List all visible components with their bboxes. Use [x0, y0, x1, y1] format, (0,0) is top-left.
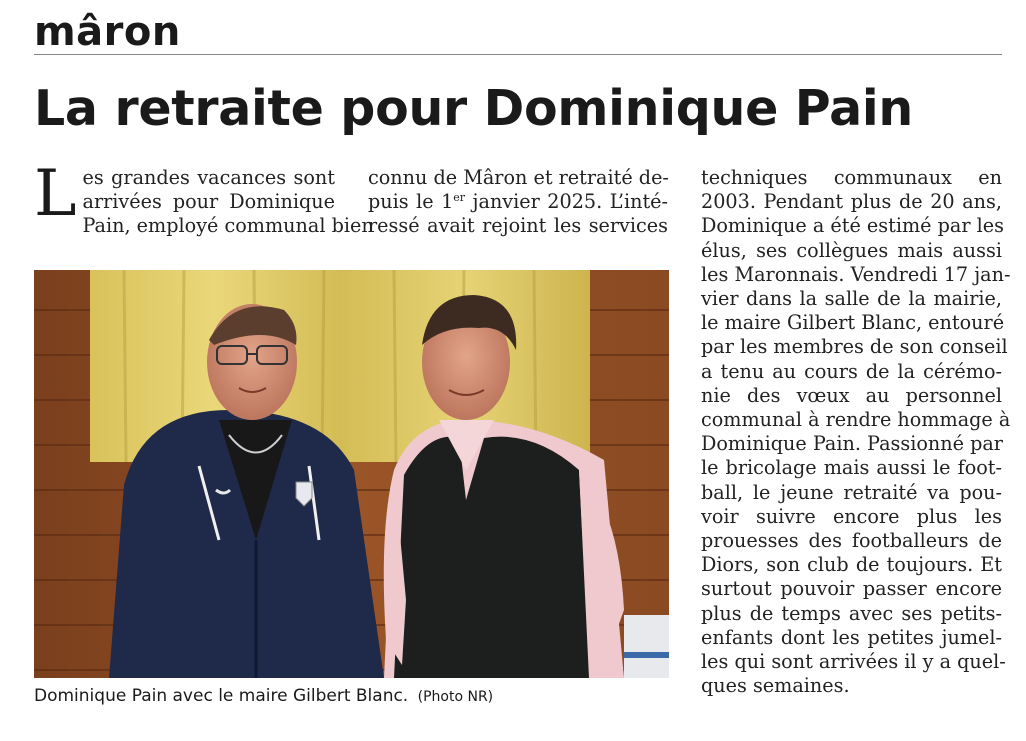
article-line: ball, le jeune retraité va pou-	[701, 480, 1002, 504]
article-line: es grandes vacances sont	[82, 166, 335, 189]
article-photo	[34, 270, 669, 678]
article-line: les Maronnais. Vendredi 17 jan-	[701, 262, 1011, 286]
article-line: voir suivre encore plus les	[701, 504, 1002, 528]
article-line: les qui sont arrivées il y a quel-	[701, 650, 1006, 674]
article-line: a tenu au cours de la cérémo-	[701, 359, 1002, 383]
article-line: le maire Gilbert Blanc, entouré	[701, 311, 1005, 335]
article-line: surtout pouvoir passer encore	[701, 577, 1002, 601]
article-line: le bricolage mais aussi le foot-	[701, 456, 1002, 480]
article-column-1	[34, 157, 374, 239]
article-line: techniques communaux en	[701, 166, 1002, 189]
article-line: par les membres de son conseil	[701, 335, 1008, 359]
article-line: communal à rendre hommage à	[701, 408, 1011, 432]
article-column-2	[368, 166, 668, 239]
article-line: ques semaines.	[701, 674, 850, 698]
article-line: Dominique Pain. Passionné par	[701, 432, 1003, 456]
article-line: élus, ses collègues mais aussi	[701, 238, 1002, 262]
photo-illustration	[34, 270, 669, 678]
article-line: prouesses des footballeurs de	[701, 529, 1002, 553]
article-line: arrivées pour Dominique	[82, 190, 335, 214]
article-text: janvier 2025. L’inté-	[465, 190, 668, 214]
section-title: mâron	[34, 9, 181, 55]
headline: La retraite pour Dominique Pain	[34, 80, 913, 137]
article-column-3	[701, 166, 1011, 698]
article-line	[368, 190, 668, 214]
article-line: Dominique a été estimé par les	[701, 214, 1004, 238]
caption-text: Dominique Pain avec le maire Gilbert Blanc.	[34, 686, 409, 706]
article-line: connu de Mâron et retraité de-	[368, 166, 669, 189]
article-text: puis le 1	[368, 190, 454, 214]
article-line: nie des vœux au personnel	[701, 383, 1002, 407]
article-line: ressé avait rejoint les services	[368, 214, 668, 238]
article-line: Pain, employé communal bien	[82, 214, 374, 238]
photo-caption	[34, 683, 493, 710]
article-line: Diors, son club de toujours. Et	[701, 553, 1002, 577]
article-line: 2003. Pendant plus de 20 ans,	[701, 190, 1002, 214]
photo-credit: (Photo NR)	[417, 689, 494, 705]
article-line: enfants dont les petites jumel-	[701, 625, 1002, 649]
article-line: plus de temps avec ses petits-	[701, 601, 1002, 625]
drop-cap: L	[34, 157, 77, 231]
article-line: vier dans la salle de la mairie,	[701, 287, 1002, 311]
ordinal-superscript: er	[453, 191, 466, 205]
section-header	[34, 6, 1002, 55]
